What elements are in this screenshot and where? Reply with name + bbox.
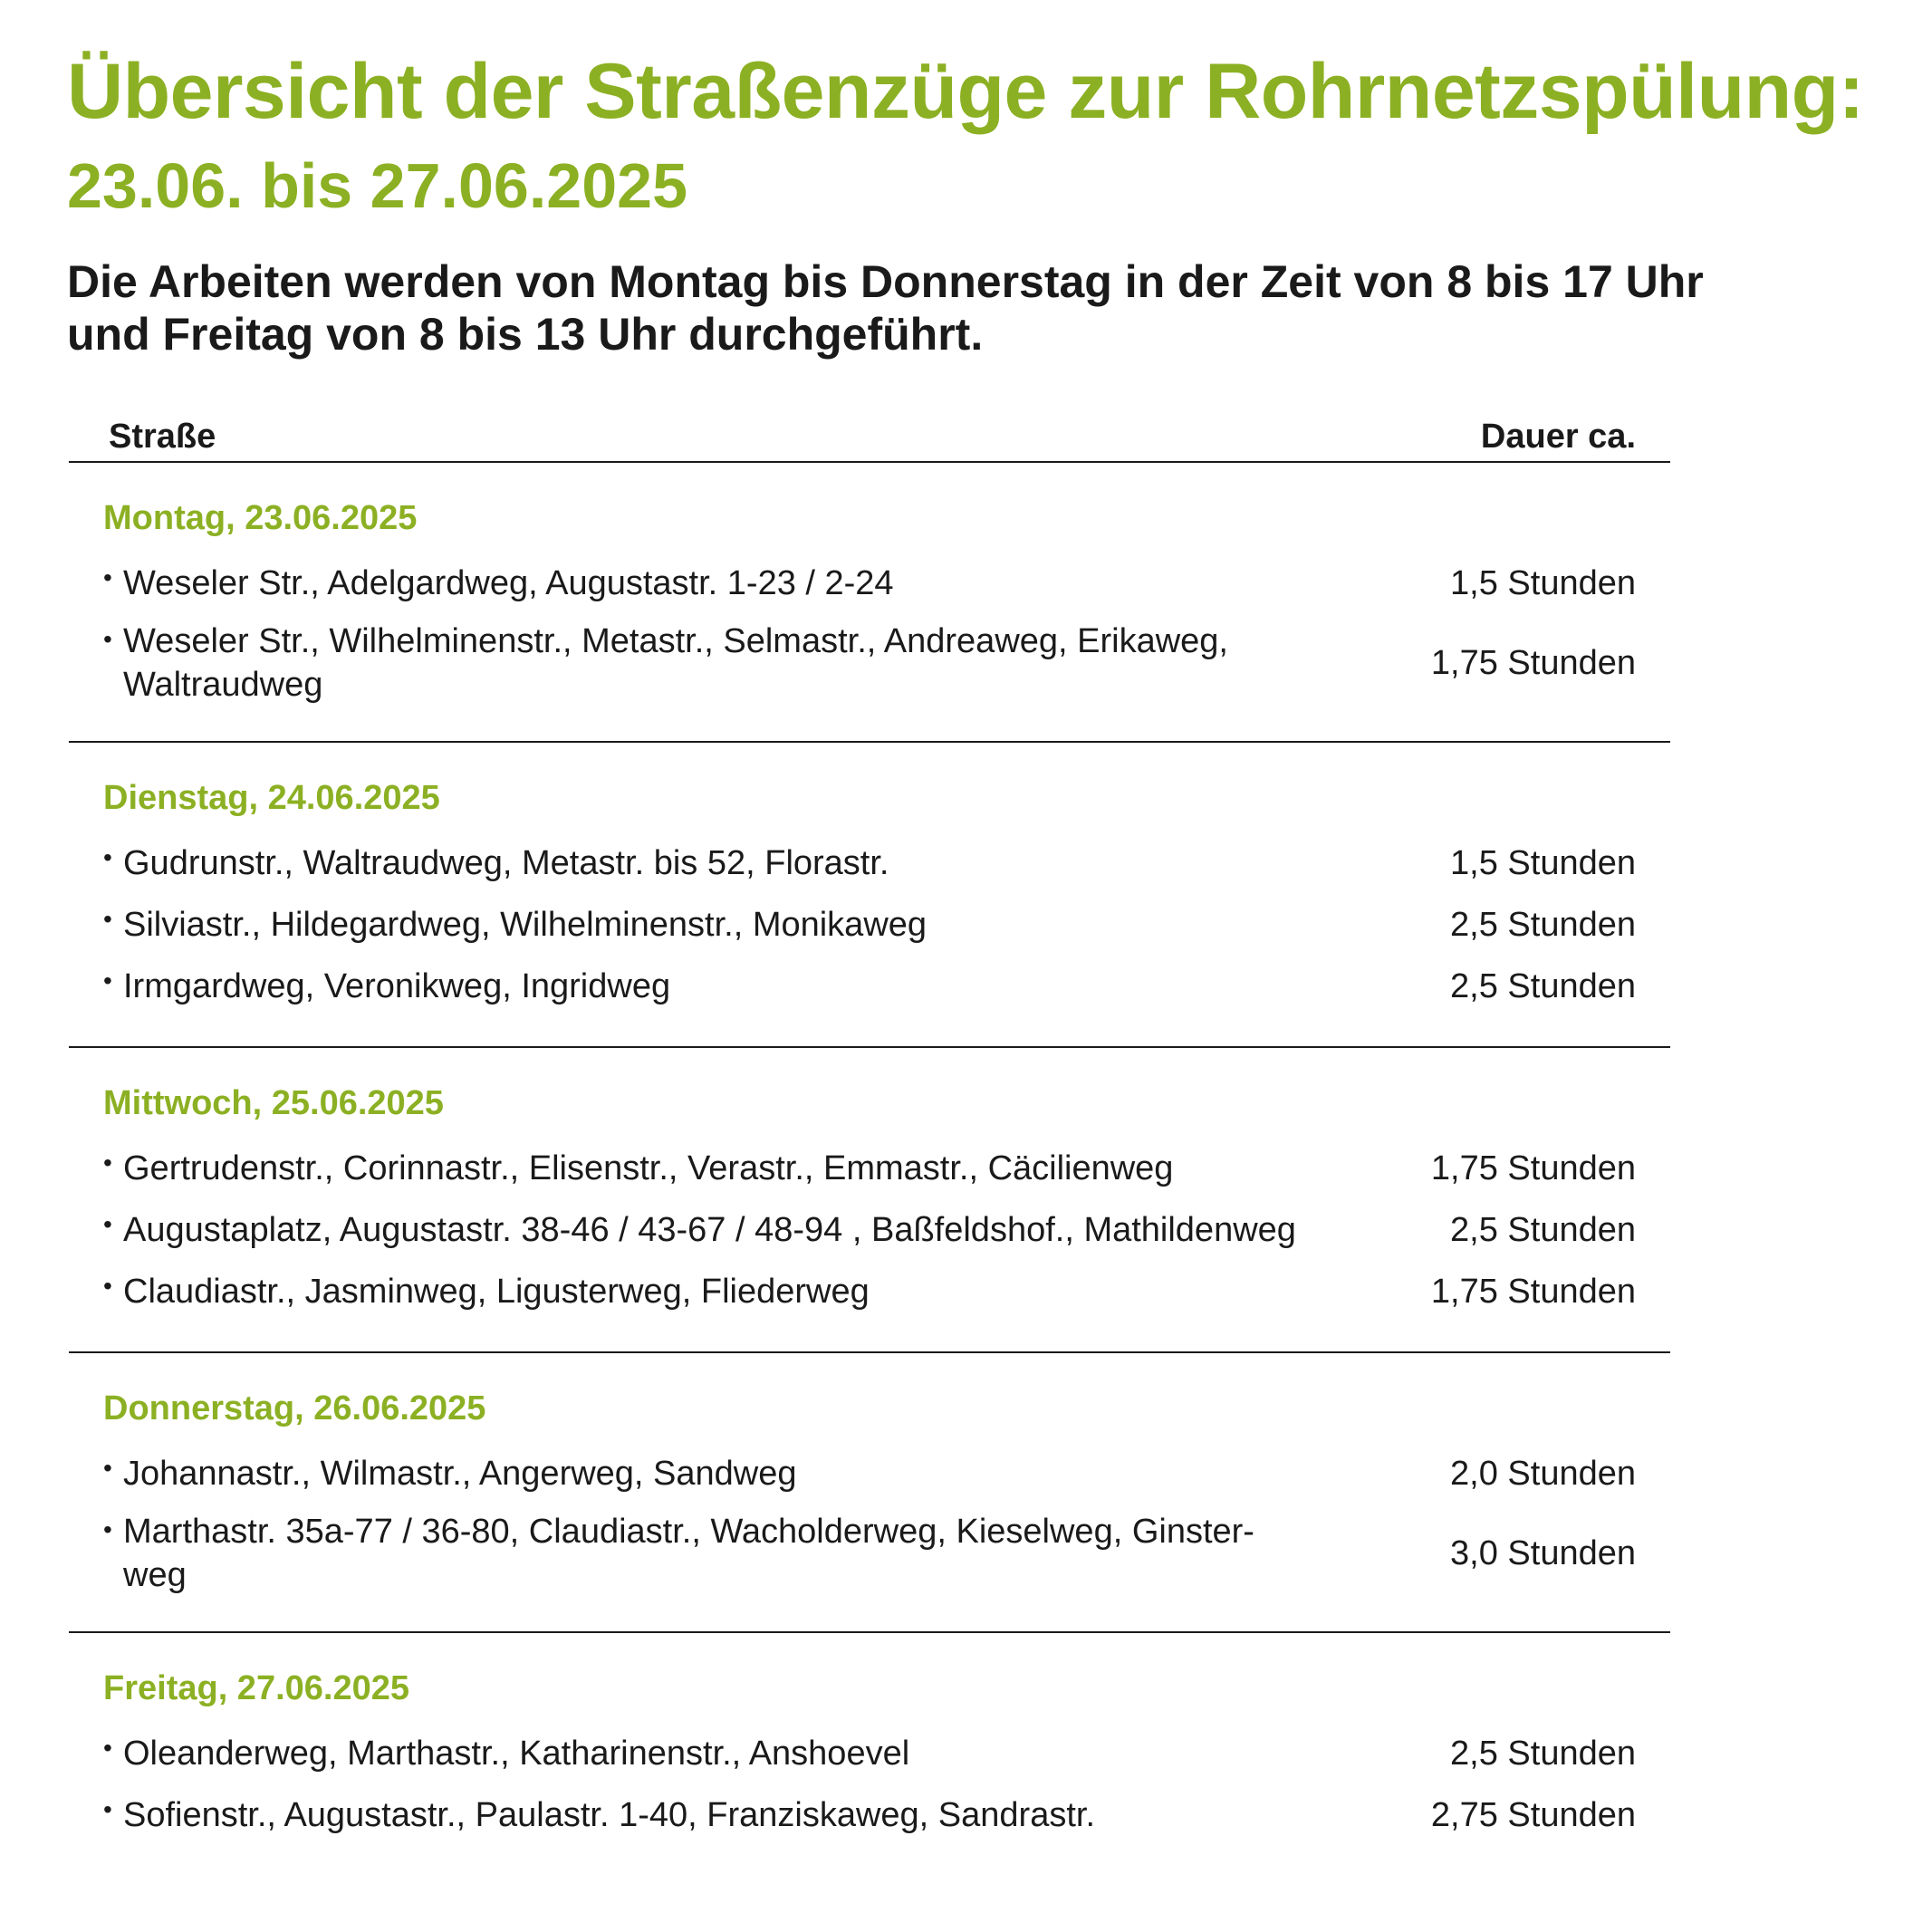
duration: 1,5 Stunden [1450,563,1636,602]
intro-line-1: Die Arbeiten werden von Montag bis Donnerstag in der Zeit von 8 bis 17 Uhr [67,256,1704,307]
table-row [69,1143,1670,1194]
street-list: Weseler Str., Adelgardweg, Augustastr. 1-23 / 2-24 [123,564,894,602]
table-row [69,1448,1670,1499]
street-list: Irmgardweg, Veronikweg, Ingridweg [123,967,671,1005]
table-row [69,620,1670,706]
duration: 1,75 Stunden [1430,1272,1636,1311]
street-list: Augustaplatz, Augustastr. 38-46 / 43-67 / 48-94 , Baßfeldshof., Mathildenweg [123,1211,1296,1249]
duration: 1,75 Stunden [1430,643,1636,682]
column-header-duration: Dauer ca. [1480,418,1636,456]
bullet: • [103,1795,112,1823]
table-row [69,961,1670,1012]
duration: 3,0 Stunden [1450,1533,1636,1572]
bullet: • [103,1454,112,1482]
table-row [69,558,1670,609]
bullet: • [103,1210,112,1238]
bullet: • [103,966,112,995]
bullet: • [103,1149,112,1177]
bullet: • [103,1734,112,1762]
table-row [69,1205,1670,1255]
day-title: Montag, 23.06.2025 [103,499,418,537]
street-list: Johannastr., Wilmastr., Angerweg, Sandweg [123,1455,797,1493]
street-list: Silviastr., Hildegardweg, Wilhelminenstr., Monikaweg [123,906,928,944]
duration: 2,0 Stunden [1450,1454,1636,1493]
day-title: Dienstag, 24.06.2025 [103,779,440,817]
table-row [69,838,1670,889]
day-section-thursday [69,1353,1670,1633]
street-list: Gudrunstr., Waltraudweg, Metastr. bis 52, Florastr. [123,844,889,882]
bullet: • [103,843,112,871]
day-section-wednesday [69,1048,1670,1353]
date-range: 23.06. bis 27.06.2025 [67,150,687,221]
bullet: • [103,625,112,653]
table-row [69,1790,1670,1841]
street-list: Claudiastr., Jasminweg, Ligusterweg, Fliederweg [123,1273,870,1311]
duration: 1,75 Stunden [1430,1149,1636,1187]
street-list: Oleanderweg, Marthastr., Katharinenstr., Anshoevel [123,1735,910,1773]
intro-line-2: und Freitag von 8 bis 13 Uhr durchgeführt. [67,309,984,360]
day-title: Freitag, 27.06.2025 [103,1669,409,1707]
day-section-monday [69,463,1670,743]
intro-text [67,255,1788,360]
table-row [69,1728,1670,1779]
street-list: Weseler Str., Wilhelminenstr., Metastr., Selmastr., Andreaweg, Erikaweg, Waltraudweg [123,622,1228,704]
schedule-table [69,412,1670,1875]
table-row [69,1510,1670,1597]
page-title: Übersicht der Straßenzüge zur Rohrnetzspülung: [67,48,1864,135]
duration: 2,5 Stunden [1450,1734,1636,1773]
duration: 2,75 Stunden [1430,1795,1636,1834]
street-list: Gertrudenstr., Corinnastr., Elisenstr., Verastr., Emmastr., Cäcilienweg [123,1149,1174,1187]
column-header-street: Straße [109,418,216,456]
day-section-friday [69,1633,1670,1875]
bullet: • [103,905,112,933]
duration: 2,5 Stunden [1450,1210,1636,1249]
table-row [69,899,1670,950]
day-section-tuesday [69,743,1670,1048]
street-list: Sofienstr., Augustastr., Paulastr. 1-40, Franziskaweg, Sandrastr. [123,1796,1095,1834]
duration: 2,5 Stunden [1450,905,1636,944]
duration: 2,5 Stunden [1450,966,1636,1005]
day-title: Donnerstag, 26.06.2025 [103,1389,486,1427]
street-list: Marthastr. 35a-77 / 36-80, Claudiastr., Wacholderweg, Kieselweg, Ginster-weg [123,1513,1254,1594]
table-header [69,412,1670,463]
day-title: Mittwoch, 25.06.2025 [103,1084,444,1122]
table-row [69,1266,1670,1317]
bullet: • [103,1272,112,1300]
duration: 1,5 Stunden [1450,843,1636,882]
bullet: • [103,1515,112,1543]
bullet: • [103,563,112,591]
